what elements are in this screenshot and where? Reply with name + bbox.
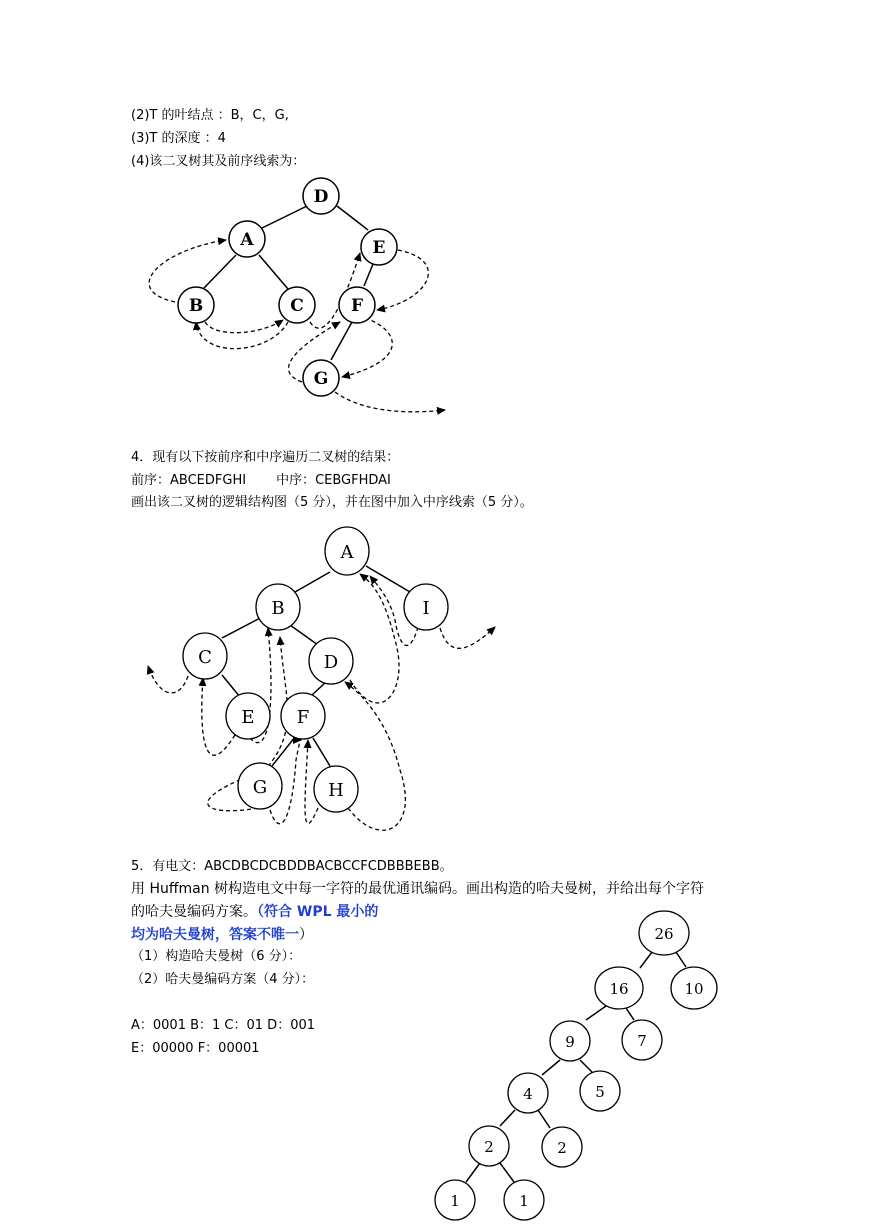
inorder-value: CEBGFHDAI	[315, 473, 391, 488]
huffman-edge	[640, 952, 652, 968]
huffman-edge	[538, 1110, 550, 1128]
svg-text:C: C	[198, 647, 212, 668]
svg-text:7: 7	[637, 1032, 647, 1050]
huffman-node	[580, 1071, 620, 1111]
leaves-line: (2)T 的叶结点 ：B，C，G,	[131, 108, 289, 123]
svg-text:26: 26	[654, 925, 674, 943]
note-close: ）	[299, 927, 313, 943]
huffman-node	[508, 1073, 548, 1113]
svg-text:4: 4	[523, 1085, 533, 1103]
huffman-edge	[626, 1008, 634, 1020]
svg-text:I: I	[422, 598, 430, 619]
note-part2: 均为哈夫曼树，答案不唯一	[131, 927, 299, 943]
huffman-node	[595, 967, 643, 1009]
svg-text:2: 2	[557, 1139, 567, 1157]
inorder-label: 中序：	[276, 473, 316, 488]
q5-sub2: （2）哈夫曼编码方案（4 分）：	[131, 972, 315, 987]
note-part1: （符合 WPL 最小的	[257, 904, 379, 920]
preorder-label: 前序：	[131, 473, 171, 488]
codes-line2: E：00000 F：00001	[131, 1041, 260, 1056]
svg-text:9: 9	[565, 1033, 575, 1051]
huffman-node	[469, 1126, 509, 1166]
q5-task-line: 用 Huffman 树构造电文中每一字符的最优通讯编码。画出构造的哈夫曼树，并给出每个字符	[131, 881, 705, 897]
q5-line: 5．有电文：ABCDBCDCBDDBACBCCFCDBBBEBB。	[131, 859, 453, 874]
huffman-node	[550, 1021, 590, 1061]
svg-text:F: F	[296, 707, 310, 728]
svg-text:H: H	[328, 780, 344, 801]
thread-line: (4)该二叉树其及前序线索为：	[131, 154, 306, 169]
huffman-edge	[580, 1060, 592, 1072]
huffman-node	[435, 1180, 475, 1220]
huffman-node	[671, 967, 717, 1009]
svg-text:G: G	[313, 369, 329, 389]
svg-text:E: E	[372, 238, 386, 258]
q4-line: 4．现有以下按前序和中序遍历二叉树的结果：	[131, 450, 400, 465]
svg-text:D: D	[323, 652, 339, 673]
task-line2-text: 的哈夫曼编码方案。	[131, 904, 257, 920]
huffman-node	[639, 911, 689, 955]
svg-text:B: B	[271, 598, 285, 619]
svg-text:F: F	[350, 296, 364, 316]
svg-text:5: 5	[595, 1083, 605, 1101]
huffman-edge	[500, 1163, 514, 1182]
svg-text:E: E	[241, 707, 255, 728]
svg-text:C: C	[290, 296, 304, 316]
svg-text:G: G	[252, 777, 268, 798]
huffman-node	[504, 1180, 544, 1220]
preorder-value: ABCEDFGHI	[170, 473, 247, 488]
codes-line1: A：0001 B：1 C：01 D：001	[131, 1018, 316, 1033]
svg-text:D: D	[313, 187, 329, 207]
depth-line: (3)T 的深度 ：4	[131, 131, 226, 146]
huffman-edge	[676, 952, 686, 967]
svg-text:2: 2	[484, 1138, 494, 1156]
svg-text:1: 1	[450, 1192, 460, 1210]
huffman-edge	[586, 1006, 606, 1020]
huffman-node	[622, 1020, 662, 1060]
svg-text:16: 16	[609, 980, 629, 998]
huffman-node	[542, 1127, 582, 1167]
svg-text:B: B	[188, 296, 204, 316]
huffman-edge	[466, 1163, 480, 1182]
svg-text:10: 10	[684, 980, 704, 998]
huffman-edge	[500, 1110, 515, 1126]
svg-text:A: A	[240, 230, 254, 250]
huffman-edge	[542, 1060, 560, 1075]
q4-instruction: 画出该二叉树的逻辑结构图（5 分），并在图中加入中序线索（5 分）。	[131, 495, 533, 510]
svg-text:1: 1	[519, 1192, 529, 1210]
q5-sub1: （1）构造哈夫曼树（6 分）：	[131, 949, 302, 964]
svg-text:A: A	[340, 542, 354, 563]
